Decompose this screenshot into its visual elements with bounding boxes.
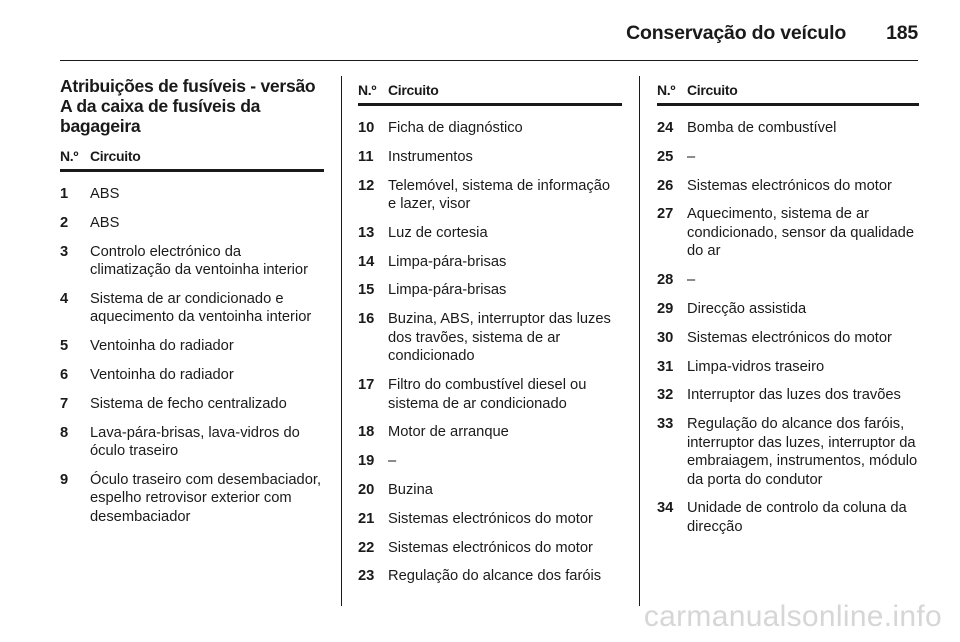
fuse-number: 1 xyxy=(60,186,69,202)
fuse-row xyxy=(60,290,324,327)
fuse-number: 32 xyxy=(657,387,674,404)
fuse-row xyxy=(358,281,622,300)
fuse-row xyxy=(358,567,622,586)
page-number: 185 xyxy=(886,21,918,44)
fuse-circuit: – xyxy=(687,272,696,289)
fuse-row xyxy=(358,510,622,529)
fuse-circuit: Instrumentos xyxy=(388,148,473,165)
fuse-circuit: Limpa-pára-brisas xyxy=(388,282,507,299)
fuse-number: 3 xyxy=(60,243,69,260)
fuse-circuit: Lava-pára-brisas, lava-vidros do óculo traseiro xyxy=(90,424,300,460)
column-divider-2 xyxy=(639,76,640,606)
fuse-number: 30 xyxy=(657,329,674,346)
fuse-number: 19 xyxy=(358,453,375,470)
fuse-number: 14 xyxy=(358,253,375,270)
fuse-number: 21 xyxy=(358,510,375,527)
fuse-row xyxy=(657,358,919,377)
fuse-number: 17 xyxy=(358,377,375,394)
fuse-number: 28 xyxy=(657,272,674,289)
fuse-row xyxy=(60,214,324,233)
fuse-number: 33 xyxy=(657,416,674,433)
fuse-number: 13 xyxy=(358,224,375,241)
fuse-number: 20 xyxy=(358,481,375,498)
fuse-list xyxy=(358,119,622,586)
fuse-row xyxy=(358,148,622,167)
fuse-number: 4 xyxy=(60,290,69,307)
fuse-row xyxy=(60,366,324,385)
fuse-circuit: Óculo traseiro com desembaciador, espelho retrovisor exterior com desembaciador xyxy=(90,471,322,525)
fuse-number: 8 xyxy=(60,424,69,441)
fuse-circuit: Sistemas electrónicos do motor xyxy=(388,539,593,556)
fuse-circuit: Luz de cortesia xyxy=(388,224,488,241)
header-num: N.º xyxy=(657,82,676,98)
fuse-circuit: Limpa-pára-brisas xyxy=(388,253,507,270)
fuse-row xyxy=(358,253,622,272)
fuse-row xyxy=(657,329,919,348)
fuse-row xyxy=(60,395,324,414)
column-2 xyxy=(358,76,622,596)
header-circuit: Circuito xyxy=(388,82,439,98)
fuse-number: 29 xyxy=(657,300,674,317)
fuse-number: 18 xyxy=(358,424,375,441)
header-num: N.º xyxy=(358,82,377,98)
header-num: N.º xyxy=(60,148,79,164)
column-3 xyxy=(657,76,919,547)
table-header xyxy=(60,148,324,172)
section-title: Atribuições de fusíveis - versão A da caixa de fusíveis da bagageira xyxy=(60,76,316,136)
fuse-list xyxy=(657,119,919,536)
fuse-circuit: Interruptor das luzes dos travões xyxy=(687,387,901,404)
page-title: Conservação do veículo xyxy=(626,21,847,44)
fuse-number: 15 xyxy=(358,282,375,299)
fuse-row xyxy=(657,205,919,261)
fuse-circuit: Motor de arranque xyxy=(388,424,509,441)
fuse-row xyxy=(657,271,919,290)
fuse-circuit: Bomba de combustível xyxy=(687,120,837,136)
fuse-circuit: Direcção assistida xyxy=(687,300,807,317)
fuse-number: 9 xyxy=(60,471,69,488)
fuse-circuit: Ventoinha do radiador xyxy=(90,366,234,383)
fuse-row xyxy=(657,386,919,405)
watermark[interactable]: carmanualsonline.info xyxy=(643,600,942,633)
fuse-circuit: Filtro do combustível diesel ou sistema de ar condicionado xyxy=(388,377,587,412)
fuse-circuit: – xyxy=(687,148,696,165)
fuse-circuit: Buzina, ABS, interruptor das luzes dos travões, sistema de ar condicionado xyxy=(388,311,611,365)
fuse-row xyxy=(657,300,919,319)
fuse-circuit: Ficha de diagnóstico xyxy=(388,120,523,136)
fuse-number: 26 xyxy=(657,177,674,194)
fuse-circuit: Sistemas electrónicos do motor xyxy=(687,329,892,346)
header-divider xyxy=(60,60,918,61)
fuse-number: 10 xyxy=(358,120,375,136)
fuse-circuit: Sistemas electrónicos do motor xyxy=(687,177,892,194)
fuse-number: 25 xyxy=(657,148,674,165)
fuse-row xyxy=(358,310,622,366)
fuse-row xyxy=(358,376,622,413)
fuse-circuit: Limpa-vidros traseiro xyxy=(687,358,825,375)
fuse-circuit: ABS xyxy=(90,214,120,231)
header-circuit: Circuito xyxy=(90,148,141,164)
fuse-circuit: Unidade de controlo da coluna da direcção xyxy=(687,500,907,535)
fuse-circuit: Ventoinha do radiador xyxy=(90,338,234,355)
fuse-circuit: Regulação do alcance dos faróis, interruptor das luzes, interruptor da embraiagem, instrumentos, módulo da porta do condutor xyxy=(687,416,918,488)
fuse-number: 16 xyxy=(358,311,375,328)
fuse-circuit: Controlo electrónico da climatização da ventoinha interior xyxy=(90,243,308,279)
fuse-row xyxy=(358,177,622,214)
fuse-circuit: – xyxy=(388,453,397,470)
fuse-row xyxy=(657,415,919,489)
fuse-circuit: Aquecimento, sistema de ar condicionado, sensor da qualidade do ar xyxy=(687,206,915,260)
fuse-number: 12 xyxy=(358,177,375,194)
fuse-number: 34 xyxy=(657,500,674,517)
fuse-circuit: Sistemas electrónicos do motor xyxy=(388,510,593,527)
fuse-row xyxy=(60,471,324,527)
table-header xyxy=(358,82,622,106)
fuse-row xyxy=(60,243,324,280)
fuse-circuit: Sistema de fecho centralizado xyxy=(90,395,287,412)
fuse-circuit: Sistema de ar condicionado e aquecimento da ventoinha interior xyxy=(90,290,312,326)
fuse-number: 24 xyxy=(657,120,674,136)
fuse-number: 6 xyxy=(60,366,69,383)
fuse-row xyxy=(60,424,324,461)
fuse-row xyxy=(358,224,622,243)
table-header xyxy=(657,82,919,106)
fuse-circuit: ABS xyxy=(90,186,120,202)
fuse-number: 7 xyxy=(60,395,69,412)
fuse-number: 2 xyxy=(60,214,69,231)
fuse-row xyxy=(657,119,919,138)
fuse-row xyxy=(358,452,622,471)
fuse-number: 11 xyxy=(358,148,374,165)
header-circuit: Circuito xyxy=(687,82,738,98)
fuse-row xyxy=(358,423,622,442)
column-1 xyxy=(60,76,324,537)
fuse-number: 31 xyxy=(657,358,674,375)
fuse-number: 5 xyxy=(60,338,69,355)
fuse-row xyxy=(60,337,324,356)
fuse-row xyxy=(657,499,919,536)
fuse-circuit: Buzina xyxy=(388,481,433,498)
fuse-list xyxy=(60,185,324,526)
fuse-number: 23 xyxy=(358,568,375,585)
fuse-number: 27 xyxy=(657,206,674,223)
fuse-circuit: Regulação do alcance dos faróis xyxy=(388,568,602,585)
fuse-row xyxy=(657,148,919,167)
page-header xyxy=(60,18,918,48)
fuse-row xyxy=(657,177,919,196)
fuse-row xyxy=(358,481,622,500)
fuse-row xyxy=(358,119,622,138)
fuse-row xyxy=(358,539,622,558)
column-divider-1 xyxy=(341,76,342,606)
fuse-number: 22 xyxy=(358,539,375,556)
fuse-circuit: Telemóvel, sistema de informação e lazer, visor xyxy=(388,177,611,213)
fuse-row xyxy=(60,185,324,204)
